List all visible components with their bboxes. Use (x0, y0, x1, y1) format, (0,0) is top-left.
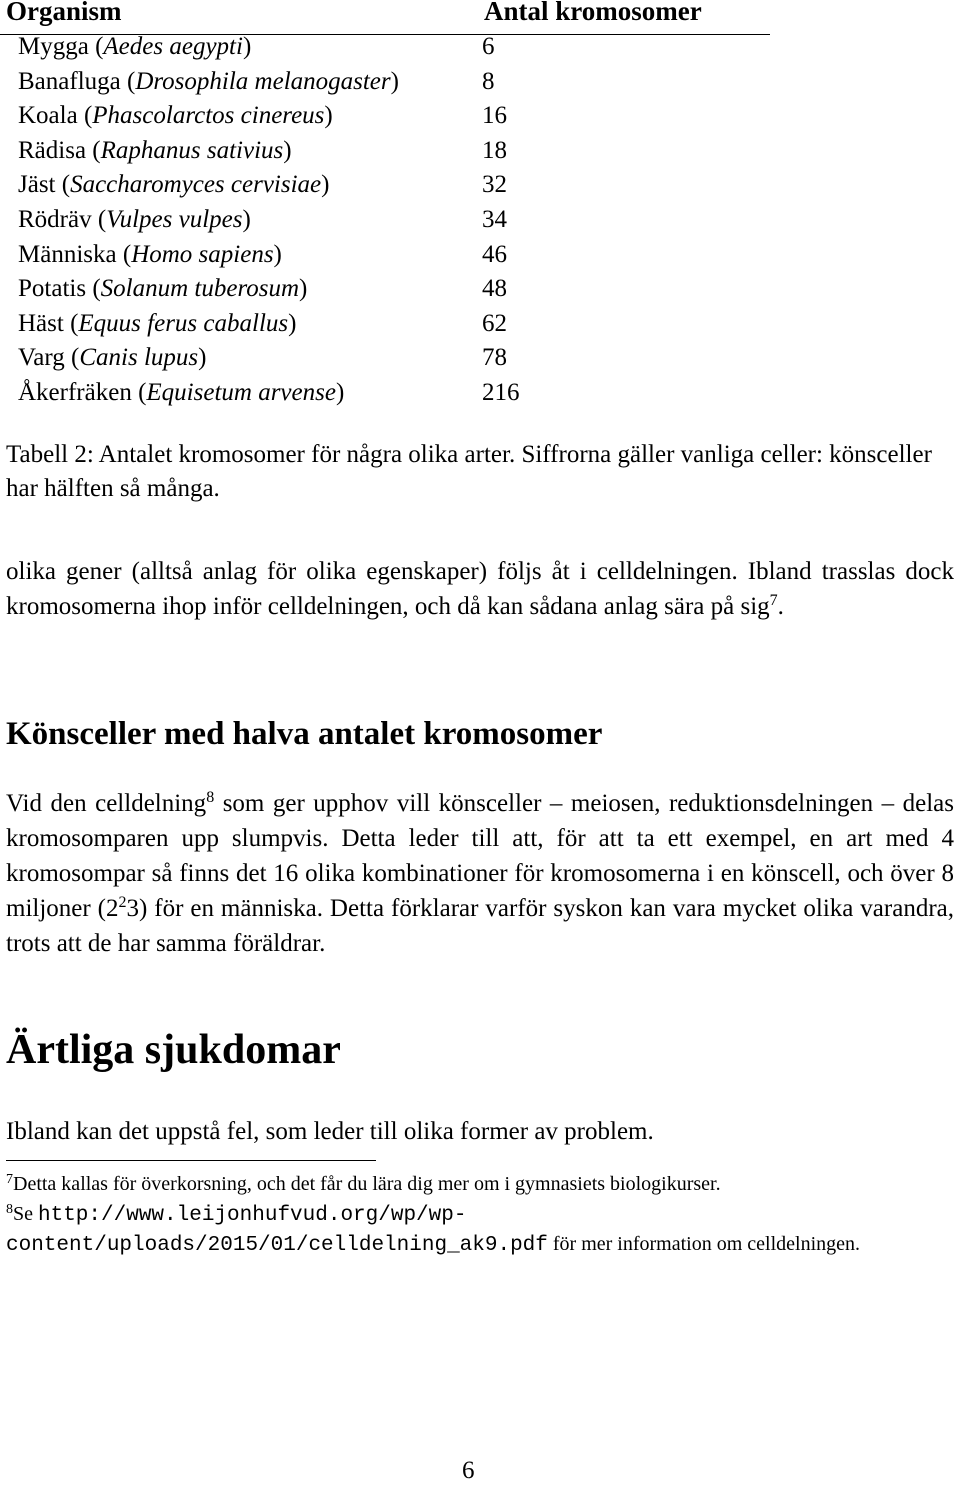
footnote-number: 8 (6, 1202, 13, 1217)
organism-common-name: Potatis (18, 275, 87, 303)
table-row (0, 65, 770, 100)
exponent: 2 (118, 894, 127, 911)
chromosome-count-cell: 6 (482, 33, 495, 60)
organism-cell: Åkerfräken (Equisetum arvense) (18, 378, 345, 406)
organism-cell: Potatis (Solanum tuberosum) (18, 275, 308, 303)
footnote-7 (6, 1170, 954, 1198)
continuation-end: . (777, 593, 784, 620)
organism-common-name: Människa (18, 240, 117, 268)
organism-common-name: Rädisa (18, 136, 87, 164)
table-header-count: Antal kromosomer (484, 0, 702, 26)
table-row (0, 341, 770, 376)
organism-common-name: Varg (18, 344, 65, 372)
table-caption: Tabell 2: Antalet kromosomer för några olika arter. Siffrorna gäller vanliga celler: könsceller har hälften så många. (6, 441, 932, 502)
footnote-8 (6, 1200, 954, 1260)
organism-latin-name: Solanum tuberosum (100, 275, 300, 303)
organism-latin-name: Equisetum arvense (146, 378, 336, 406)
organism-common-name: Jäst (18, 171, 56, 199)
organism-latin-name: Phascolarctos cinereus (92, 102, 325, 130)
organism-cell: Varg (Canis lupus) (18, 344, 207, 372)
chromosome-count-cell: 46 (482, 240, 507, 268)
table-row (0, 307, 770, 342)
organism-cell: Rödräv (Vulpes vulpes) (18, 205, 251, 233)
organism-latin-name: Homo sapiens (131, 240, 274, 268)
chromosome-count-cell: 62 (482, 309, 507, 337)
organism-latin-name: Aedes aegypti (103, 33, 243, 60)
chromosome-count-cell: 48 (482, 275, 507, 303)
meiosis-text-start: Vid den celldelning (6, 790, 207, 817)
meiosis-text-end: 3) för en människa. Detta förklarar varför syskon kan vara mycket olika varandra, trots att de har samma föräldrar. (6, 895, 954, 957)
chromosome-count-cell: 216 (482, 378, 520, 406)
meiosis-text-mid: som ger upphov vill könsceller – meiosen, reduktionsdelningen – delas kromosomparen upp slumpvis. Detta leder till att, för att ta ett exempel, en art med 4 kromosompar så finns det 16 olika kombinationer för kromosomerna i en könscell, och över 8 miljoner (2 (6, 790, 954, 922)
footnote-text: Detta kallas för överkorsning, och det får du lära dig mer om i gymnasiets biologikurser. (13, 1173, 721, 1195)
organism-cell: Häst (Equus ferus caballus) (18, 309, 297, 337)
organism-common-name: Häst (18, 309, 64, 337)
organism-common-name: Åkerfräken (18, 378, 132, 406)
organism-cell: Banafluga (Drosophila melanogaster) (18, 67, 399, 95)
footnote-ref-8[interactable]: 8 (206, 789, 215, 806)
section-heading-meiosis: Könsceller med halva antalet kromosomer (6, 716, 603, 752)
hereditary-paragraph: Ibland kan det uppstå fel, som leder till olika former av problem. (6, 1118, 654, 1145)
organism-latin-name: Equus ferus caballus (78, 309, 289, 337)
footnote-divider (6, 1160, 376, 1161)
footnote-ref-7[interactable]: 7 (769, 592, 778, 609)
organism-common-name: Koala (18, 102, 78, 130)
table-row (0, 272, 770, 307)
chromosome-count-cell: 78 (482, 344, 507, 372)
organism-common-name: Banafluga (18, 67, 121, 95)
table-row (0, 99, 770, 134)
page-number: 6 (462, 1457, 475, 1484)
continuation-text: olika gener (alltså anlag för olika egenskaper) följs åt i celldelningen. Ibland trasslas dock kromosomerna ihop inför celldelningen, och då kan sådana anlag sära på sig (6, 558, 954, 620)
chromosome-count-cell: 18 (482, 136, 507, 164)
footnote-url-link[interactable]: http://www.leijonhufvud.org/wp/wp-content/uploads/2015/01/celldelning_ak9.pdf (6, 1204, 548, 1257)
organism-latin-name: Canis lupus (79, 344, 199, 372)
footnote-suffix: för mer information om celldelningen. (547, 1233, 861, 1255)
table-row (0, 168, 770, 203)
chromosome-table (0, 30, 770, 411)
organism-cell: Koala (Phascolarctos cinereus) (18, 102, 333, 130)
organism-common-name: Mygga (18, 33, 89, 60)
organism-cell: Rädisa (Raphanus sativius) (18, 136, 292, 164)
footnote-number: 7 (6, 1172, 13, 1187)
table-row (0, 30, 770, 65)
table-row (0, 134, 770, 169)
organism-common-name: Rödräv (18, 205, 92, 233)
meiosis-paragraph (6, 786, 954, 961)
organism-cell: Jäst (Saccharomyces cervisiae) (18, 171, 330, 199)
chromosome-count-cell: 8 (482, 67, 495, 95)
table-row (0, 376, 770, 411)
table-row (0, 203, 770, 238)
chromosome-count-cell: 32 (482, 171, 507, 199)
chromosome-count-cell: 34 (482, 205, 507, 233)
organism-latin-name: Vulpes vulpes (106, 205, 243, 233)
continuation-paragraph (6, 554, 954, 624)
organism-cell: Mygga (Aedes aegypti) (18, 33, 252, 60)
table-row (0, 238, 770, 273)
footnote-prefix: Se (13, 1203, 38, 1225)
organism-latin-name: Raphanus sativius (100, 136, 284, 164)
section-heading-hereditary: Ärtliga sjukdomar (6, 1027, 341, 1073)
chromosome-count-cell: 16 (482, 102, 507, 130)
organism-latin-name: Drosophila melanogaster (135, 67, 391, 95)
organism-cell: Människa (Homo sapiens) (18, 240, 282, 268)
organism-latin-name: Saccharomyces cervisiae (70, 171, 322, 199)
table-header-organism: Organism (6, 0, 122, 26)
